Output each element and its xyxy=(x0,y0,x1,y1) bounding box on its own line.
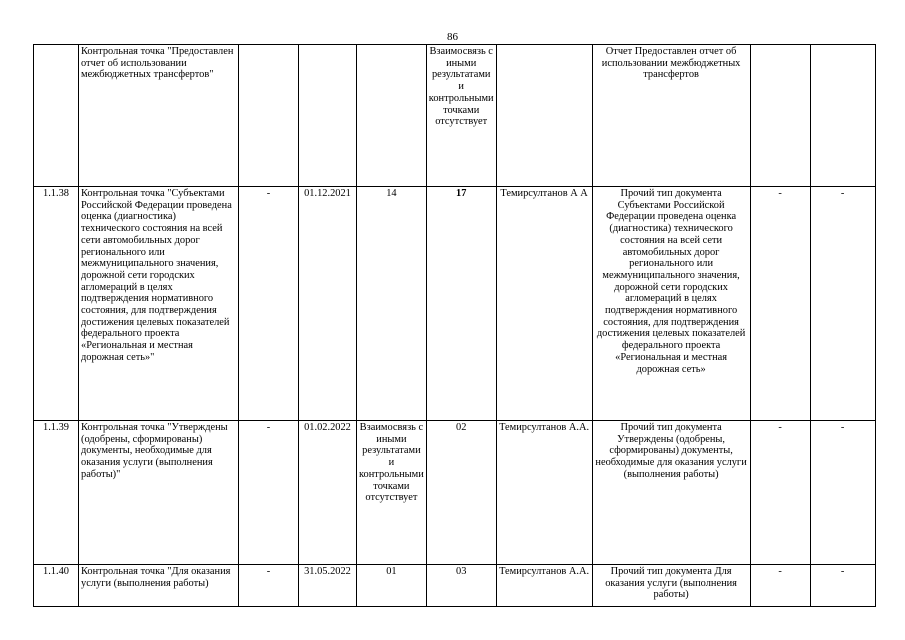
responsible xyxy=(496,45,592,187)
row-number: 1.1.39 xyxy=(34,421,79,565)
responsible: Темирсултанов А.А. xyxy=(496,565,592,607)
start-date: - xyxy=(239,421,299,565)
column-9: - xyxy=(750,187,810,421)
column-10 xyxy=(810,45,875,187)
end-date: 01.02.2022 xyxy=(299,421,357,565)
end-date: 01.12.2021 xyxy=(299,187,357,421)
column-9: - xyxy=(750,565,810,607)
table-row xyxy=(34,45,876,187)
responsible: Темирсултанов А А xyxy=(496,187,592,421)
predecessor xyxy=(357,45,427,187)
row-number: 1.1.38 xyxy=(34,187,79,421)
end-date: 31.05.2022 xyxy=(299,565,357,607)
page-number: 86 xyxy=(447,31,458,43)
control-point-name: Контрольная точка "Для оказания услуги (выполнения работы) xyxy=(79,565,239,607)
successor: Взаимосвязь с иными результатами и контрольными точками отсутствует xyxy=(426,45,496,187)
start-date: - xyxy=(239,565,299,607)
column-10: - xyxy=(810,565,875,607)
predecessor: Взаимосвязь с иными результатами и контрольными точками отсутствует xyxy=(357,421,427,565)
table-row xyxy=(34,421,876,565)
row-number xyxy=(34,45,79,187)
successor: 02 xyxy=(426,421,496,565)
control-point-name: Контрольная точка "Субъектами Российской Федерации проведена оценка (диагностика) технического состояния на всей сети автомобильных дорог регионального или межмуниципального значения, дорожной сети городских агломераций в целях подтверждения нормативного состояния, для подтверждения достижения целевых показателей федерального проекта «Региональная и местная дорожная сеть»" xyxy=(79,187,239,421)
row-number: 1.1.40 xyxy=(34,565,79,607)
plan-table xyxy=(33,44,876,607)
predecessor: 01 xyxy=(357,565,427,607)
table-row xyxy=(34,187,876,421)
successor: 03 xyxy=(426,565,496,607)
column-9: - xyxy=(750,421,810,565)
responsible: Темирсултанов А.А. xyxy=(496,421,592,565)
start-date: - xyxy=(239,187,299,421)
document-type: Прочий тип документа Утверждены (одобрены, сформированы) документы, необходимые для оказания услуги (выполнения работы) xyxy=(592,421,750,565)
column-10: - xyxy=(810,187,875,421)
column-9 xyxy=(750,45,810,187)
document-type: Отчет Предоставлен отчет об использовании межбюджетных трансфертов xyxy=(592,45,750,187)
table-row xyxy=(34,565,876,607)
start-date xyxy=(239,45,299,187)
document-type: Прочий тип документа Для оказания услуги (выполнения работы) xyxy=(592,565,750,607)
document-type: Прочий тип документа Субъектами Российской Федерации проведена оценка (диагностика) технического состояния на всей сети автомобильных дорог регионального или межмуниципального значения, дорожной сети городских агломераций в целях подтверждения нормативного состояния, для подтверждения достижения целевых показателей федерального проекта «Региональная и местная дорожная сеть» xyxy=(592,187,750,421)
column-10: - xyxy=(810,421,875,565)
control-point-name: Контрольная точка "Утверждены (одобрены, сформированы) документы, необходимые для оказания услуги (выполнения работы)" xyxy=(79,421,239,565)
successor: 17 xyxy=(426,187,496,421)
end-date xyxy=(299,45,357,187)
predecessor: 14 xyxy=(357,187,427,421)
control-point-name: Контрольная точка "Предоставлен отчет об использовании межбюджетных трансфертов" xyxy=(79,45,239,187)
